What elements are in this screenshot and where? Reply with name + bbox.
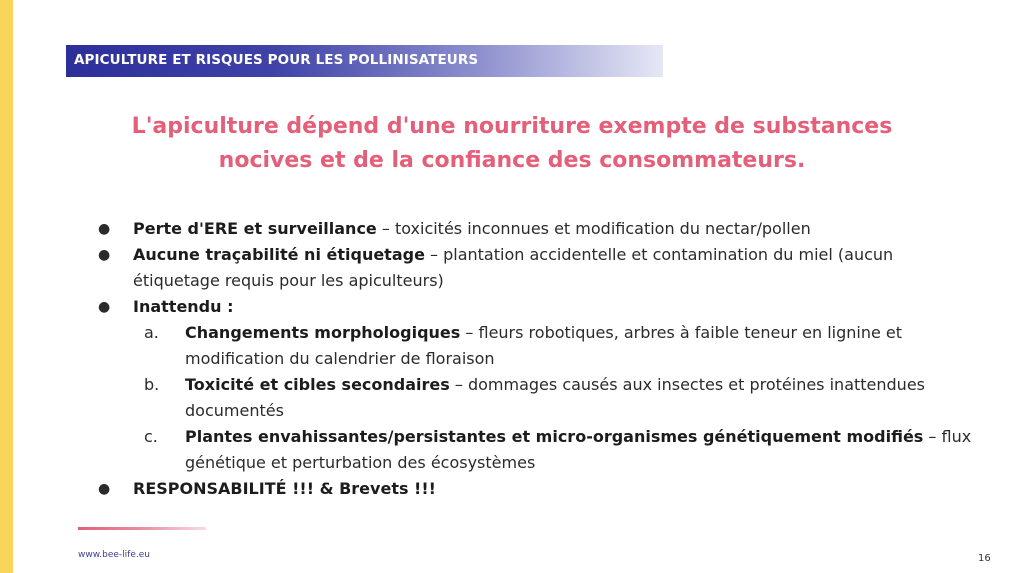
footer-divider	[78, 527, 206, 530]
bullet-text: – plantation accidentelle et contamination du miel (aucun étiquetage requis pour les apiculteurs)	[133, 245, 894, 290]
bullet-title: Inattendu :	[133, 297, 234, 316]
bullet-text: – toxicités inconnues et modification du nectar/pollen	[376, 219, 811, 238]
headline-line-1: L'apiculture dépend d'une nourriture exempte de substances	[131, 114, 893, 139]
bullet-item	[98, 242, 978, 294]
bullet-dot: ●	[98, 221, 111, 237]
side-accent-bar	[0, 0, 13, 573]
sub-list-marker: c.	[144, 427, 158, 446]
bullet-dot: ●	[98, 247, 111, 263]
bullet-title: Aucune traçabilité ni étiquetage	[133, 245, 425, 264]
slide-headline	[100, 110, 924, 178]
sub-item-title: Toxicité et cibles secondaires	[185, 375, 450, 394]
headline-line-2: nocives et de la confiance des consommateurs.	[218, 148, 806, 173]
bullet-dot: ●	[98, 481, 111, 497]
bullet-item	[98, 294, 978, 320]
page-number: 16	[978, 553, 991, 564]
footer-website-link[interactable]: www.bee-life.eu	[78, 550, 150, 560]
sub-list-item	[98, 424, 978, 476]
slide-section-title: APICULTURE ET RISQUES POUR LES POLLINISATEURS	[74, 52, 479, 68]
sub-item-text: – dommages causés aux insectes et protéines inattendues documentés	[185, 375, 925, 420]
bullet-title: RESPONSABILITÉ !!! & Brevets !!!	[133, 479, 436, 498]
sub-list-marker: a.	[144, 323, 159, 342]
sub-item-text: – fleurs robotiques, arbres à faible teneur en lignine et modification du calendrier de floraison	[185, 323, 903, 368]
bullet-title: Perte d'ERE et surveillance	[133, 219, 377, 238]
sub-item-text: – flux génétique et perturbation des écosystèmes	[185, 427, 972, 472]
bullet-dot: ●	[98, 299, 111, 315]
sub-list-item	[98, 372, 978, 424]
sub-item-title: Changements morphologiques	[185, 323, 461, 342]
sub-list-item	[98, 320, 978, 372]
sub-item-title: Plantes envahissantes/persistantes et micro-organismes génétiquement modifiés	[185, 427, 924, 446]
sub-list-marker: b.	[144, 375, 160, 394]
bullet-list	[98, 216, 978, 502]
bullet-item	[98, 476, 978, 502]
bullet-item	[98, 216, 978, 242]
